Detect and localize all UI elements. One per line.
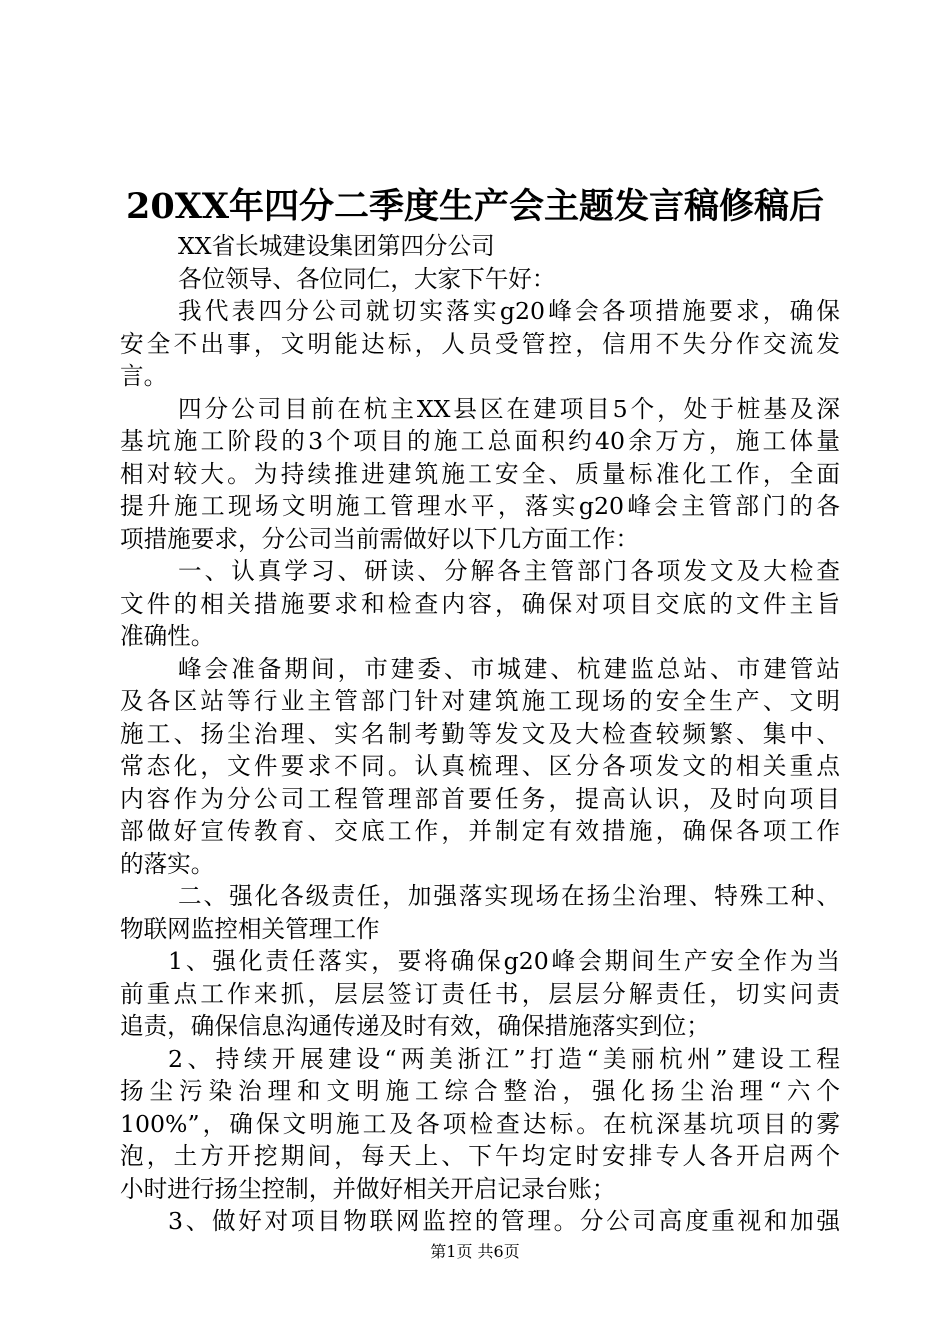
text-line: 施工、扬尘治理、实名制考勤等发文及大检查较频繁、集中、 — [120, 719, 840, 748]
page-footer: 第1页 共6页 — [430, 1242, 520, 1261]
text-line: 前重点工作来抓，层层签订责任书，层层分解责任，切实问责 — [120, 979, 840, 1008]
text-line: 100%”，确保文明施工及各项检查达标。在杭深基坑项目的雾 — [120, 1109, 840, 1138]
text-line: 物联网监控相关管理工作 — [120, 914, 380, 943]
text-line: 言。 — [120, 362, 168, 390]
text-line: 小时进行扬尘控制，并做好相关开启记录台账； — [120, 1174, 616, 1203]
text-line: 各位领导、各位同仁，大家下午好： — [178, 264, 556, 293]
text-line: 安全不出事，文明能达标，人员受管控，信用不失分作交流发 — [120, 329, 840, 358]
text-line: 准确性。 — [120, 622, 215, 650]
text-line: 及各区站等行业主管部门针对建筑施工现场的安全生产、文明 — [120, 687, 840, 715]
text-line: XX省长城建设集团第四分公司 — [178, 232, 495, 260]
text-line: 一、认真学习、研读、分解各主管部门各项发文及大检查 — [178, 557, 840, 585]
text-line: 追责，确保信息沟通传递及时有效，确保措施落实到位； — [120, 1012, 710, 1040]
text-line: 扬尘污染治理和文明施工综合整治，强化扬尘治理“六个 — [120, 1077, 840, 1105]
text-line: 文件的相关措施要求和检查内容，确保对项目交底的文件主旨 — [120, 589, 840, 618]
text-line: 2、持续开展建设“两美浙江”打造“美丽杭州”建设工程 — [168, 1044, 840, 1073]
text-line: 泡，土方开挖期间，每天上、下午均定时安排专人各开启两个 — [120, 1142, 840, 1170]
text-line: 我代表四分公司就切实落实g20峰会各项措施要求，确保 — [178, 297, 840, 325]
text-line: 峰会准备期间，市建委、市城建、杭建监总站、市建管站 — [178, 654, 840, 683]
text-line: 内容作为分公司工程管理部首要任务，提高认识，及时向项目 — [120, 784, 840, 813]
text-line: 提升施工现场文明施工管理水平，落实g20峰会主管部门的各 — [120, 492, 840, 520]
text-line: 部做好宣传教育、交底工作，并制定有效措施，确保各项工作 — [120, 817, 840, 845]
text-line: 项措施要求，分公司当前需做好以下几方面工作： — [120, 524, 640, 553]
text-line: 相对较大。为持续推进建筑施工安全、质量标准化工作，全面 — [120, 459, 840, 488]
page-title: 20XX年四分二季度生产会主题发言稿修稿后 — [125, 186, 825, 227]
text-line: 3、做好对项目物联网监控的管理。分公司高度重视和加强 — [168, 1207, 840, 1235]
text-line: 基坑施工阶段的3个项目的施工总面积约40余万方，施工体量 — [120, 427, 840, 455]
text-line: 的落实。 — [120, 849, 215, 878]
text-line: 常态化，文件要求不同。认真梳理、区分各项发文的相关重点 — [120, 752, 840, 780]
document-body — [120, 230, 840, 1238]
text-line: 四分公司目前在杭主XX县区在建项目5个，处于桩基及深 — [178, 394, 840, 423]
text-line: 二、强化各级责任，加强落实现场在扬尘治理、特殊工种、 — [178, 882, 840, 910]
text-line: 1、强化责任落实，要将确保g20峰会期间生产安全作为当 — [168, 947, 840, 975]
